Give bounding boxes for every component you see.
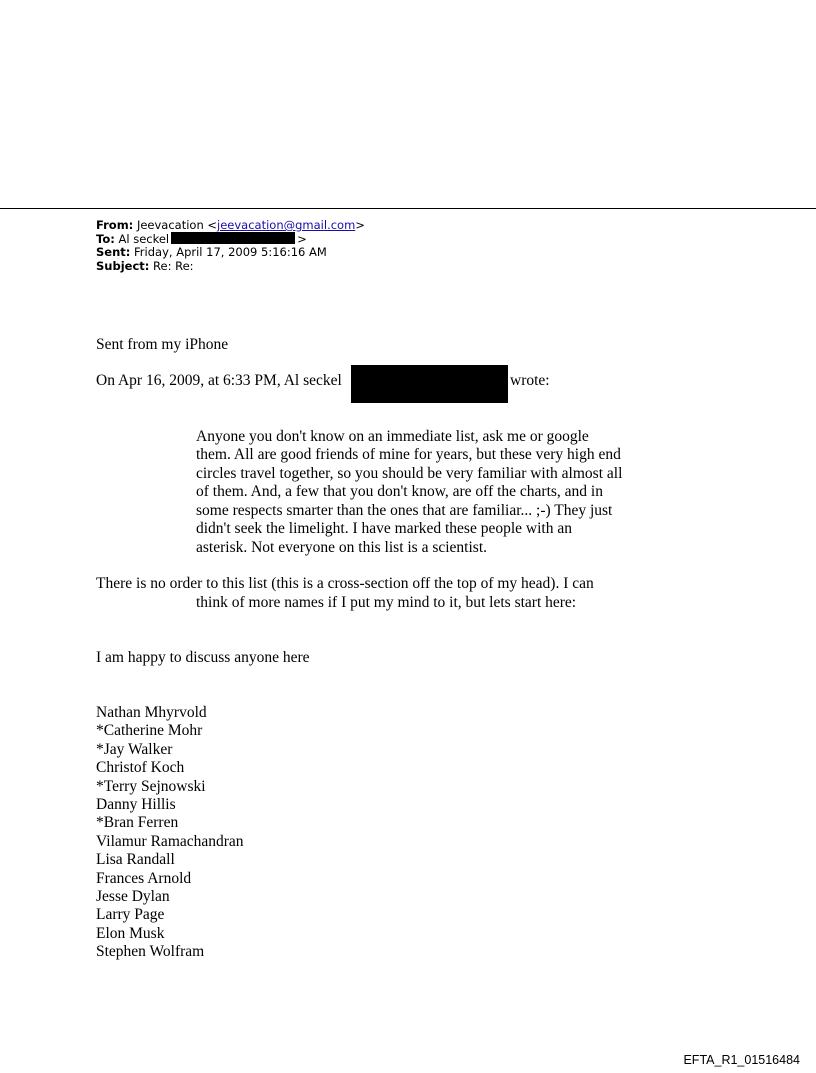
- sent-row: [96, 246, 365, 260]
- list-item: Christof Koch: [96, 759, 185, 777]
- quote-line: Anyone you don't know on an immediate list, ask me or google: [196, 428, 589, 445]
- sent-from-line: Sent from my iPhone: [96, 336, 229, 353]
- order-line-1: There is no order to this list (this is a cross-section off the top of my head). I can: [96, 575, 594, 592]
- from-row: [96, 219, 365, 233]
- happy-line: I am happy to discuss anyone here: [96, 649, 310, 666]
- reply-wrote: wrote:: [510, 372, 550, 389]
- from-name: Jeevacation: [136, 218, 204, 232]
- names-list: [96, 704, 244, 961]
- to-gt: >: [297, 231, 307, 246]
- list-item: Elon Musk: [96, 924, 165, 942]
- subject-row: [96, 260, 365, 274]
- list-item: *Jay Walker: [96, 740, 173, 758]
- document-id: EFTA_R1_01516484: [683, 1053, 800, 1067]
- list-item: Lisa Randall: [96, 851, 175, 869]
- reply-intro: On Apr 16, 2009, at 6:33 PM, Al seckel: [96, 372, 342, 389]
- quote-line: circles travel together, so you should be very familiar with almost all: [196, 464, 623, 482]
- list-item: Frances Arnold: [96, 869, 192, 887]
- sent-label: Sent:: [96, 245, 131, 259]
- quote-line: them. All are good friends of mine for years, but these very high end: [196, 446, 621, 463]
- quote-line: some respects smarter than the ones that are familiar... ;-) They just: [196, 501, 613, 519]
- from-email-link[interactable]: jeevacation@gmail.com: [217, 218, 356, 232]
- quote-line: asterisk. Not everyone on this list is a scientist.: [196, 538, 488, 556]
- list-item: *Bran Ferren: [96, 814, 179, 832]
- to-redaction: [171, 232, 295, 244]
- from-gt: >: [355, 218, 365, 232]
- quote-line: of them. And, a few that you don't know, are off the charts, and in: [196, 483, 603, 500]
- subject-value: Re: Re:: [153, 258, 194, 273]
- sent-value: Friday, April 17, 2009 5:16:16 AM: [134, 245, 327, 259]
- order-line-2: think of more names if I put my mind to it, but lets start here:: [196, 593, 577, 611]
- list-item: Nathan Mhyrvold: [96, 704, 207, 721]
- header-divider: [0, 208, 816, 209]
- to-label: To:: [96, 231, 115, 246]
- list-item: Jesse Dylan: [96, 887, 170, 905]
- subject-label: Subject:: [96, 258, 150, 273]
- to-name: Al seckel: [118, 231, 170, 246]
- email-header: [96, 219, 365, 273]
- list-item: *Catherine Mohr: [96, 722, 203, 740]
- list-item: *Terry Sejnowski: [96, 777, 206, 795]
- from-label: From:: [96, 218, 134, 232]
- quote-line: didn't seek the limelight. I have marked these people with an: [196, 520, 572, 537]
- list-item: Stephen Wolfram: [96, 943, 205, 961]
- sender-redaction: [351, 365, 508, 403]
- list-item: Vilamur Ramachandran: [96, 832, 244, 850]
- from-lt: <: [207, 218, 218, 232]
- list-item: Danny Hillis: [96, 795, 176, 813]
- to-row: [96, 233, 365, 247]
- list-item: Larry Page: [96, 906, 165, 924]
